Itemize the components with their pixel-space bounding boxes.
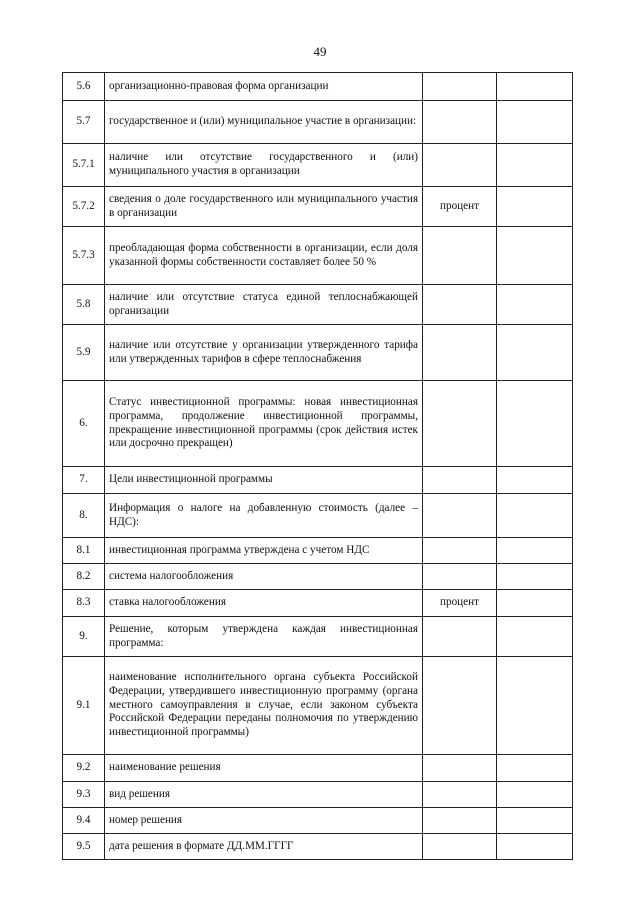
row-description: организационно-правовая форма организации [105,73,423,101]
row-number: 9. [63,617,105,657]
row-unit [423,755,497,782]
row-description: Цели инвестиционной программы [105,467,423,494]
row-description: сведения о доле государственного или муниципального участия в организации [105,187,423,227]
value-cell [497,755,573,782]
value-cell [497,101,573,144]
row-number: 5.7.1 [63,144,105,187]
row-number: 9.2 [63,755,105,782]
value-cell [497,467,573,494]
table-row [63,538,573,564]
row-number: 8.2 [63,564,105,590]
value-cell [497,285,573,325]
value-cell [497,144,573,187]
table-row [63,285,573,325]
row-unit: процент [423,590,497,617]
table-row [63,590,573,617]
row-description: номер решения [105,808,423,834]
row-number: 5.8 [63,285,105,325]
row-unit [423,782,497,808]
row-description: наименование исполнительного органа субъекта Российской Федерации, утвердившего инвестиционную программу (органа местного самоуправления в случае, если законом субъекта Российской Федерации переданы полномочия по утверждению инвестиционной программы) [105,657,423,755]
value-cell [497,325,573,381]
row-description: Решение, которым утверждена каждая инвестиционная программа: [105,617,423,657]
row-number: 9.5 [63,834,105,860]
row-unit [423,381,497,467]
row-unit [423,538,497,564]
table-row [63,494,573,538]
row-number: 8.3 [63,590,105,617]
table-row [63,564,573,590]
value-cell [497,538,573,564]
row-number: 8.1 [63,538,105,564]
table-row [63,325,573,381]
row-description: дата решения в формате ДД.ММ.ГГГГ [105,834,423,860]
row-unit: процент [423,187,497,227]
row-number: 5.7 [63,101,105,144]
row-unit [423,657,497,755]
row-description: вид решения [105,782,423,808]
row-description: ставка налогообложения [105,590,423,617]
row-number: 7. [63,467,105,494]
row-unit [423,834,497,860]
row-number: 6. [63,381,105,467]
table-row [63,467,573,494]
page-number: 49 [313,44,327,59]
form-table [62,72,573,860]
row-unit [423,144,497,187]
table-row [63,834,573,860]
table-row [63,617,573,657]
row-description: государственное и (или) муниципальное участие в организации: [105,101,423,144]
row-number: 9.1 [63,657,105,755]
row-description: инвестиционная программа утверждена с учетом НДС [105,538,423,564]
table-row [63,144,573,187]
value-cell [497,381,573,467]
row-unit [423,494,497,538]
row-unit [423,227,497,285]
table-row [63,808,573,834]
row-unit [423,285,497,325]
row-unit [423,564,497,590]
row-description: преобладающая форма собственности в организации, если доля указанной формы собственности составляет более 50 % [105,227,423,285]
value-cell [497,73,573,101]
value-cell [497,782,573,808]
table-row [63,381,573,467]
table-row [63,73,573,101]
table-row [63,187,573,227]
row-description: Информация о налоге на добавленную стоимость (далее – НДС): [105,494,423,538]
table-row [63,101,573,144]
row-number: 5.6 [63,73,105,101]
value-cell [497,590,573,617]
row-number: 5.9 [63,325,105,381]
table-row [63,657,573,755]
row-number: 9.4 [63,808,105,834]
table-row [63,755,573,782]
row-description: Статус инвестиционной программы: новая инвестиционная программа, продолжение инвестиционной программы, прекращение инвестиционной программы (срок действия истек или досрочно прекращен) [105,381,423,467]
value-cell [497,834,573,860]
value-cell [497,564,573,590]
row-description: наличие или отсутствие статуса единой теплоснабжающей организации [105,285,423,325]
value-cell [497,227,573,285]
value-cell [497,617,573,657]
row-description: система налогообложения [105,564,423,590]
row-number: 8. [63,494,105,538]
row-unit [423,808,497,834]
row-description: наименование решения [105,755,423,782]
row-unit [423,467,497,494]
row-description: наличие или отсутствие государственного и (или) муниципального участия в организации [105,144,423,187]
row-unit [423,617,497,657]
value-cell [497,187,573,227]
table-row [63,782,573,808]
row-number: 5.7.3 [63,227,105,285]
row-number: 9.3 [63,782,105,808]
value-cell [497,494,573,538]
value-cell [497,808,573,834]
row-unit [423,325,497,381]
table-row [63,227,573,285]
row-number: 5.7.2 [63,187,105,227]
value-cell [497,657,573,755]
row-unit [423,101,497,144]
row-unit [423,73,497,101]
row-description: наличие или отсутствие у организации утвержденного тарифа или утвержденных тарифов в сфере теплоснабжения [105,325,423,381]
